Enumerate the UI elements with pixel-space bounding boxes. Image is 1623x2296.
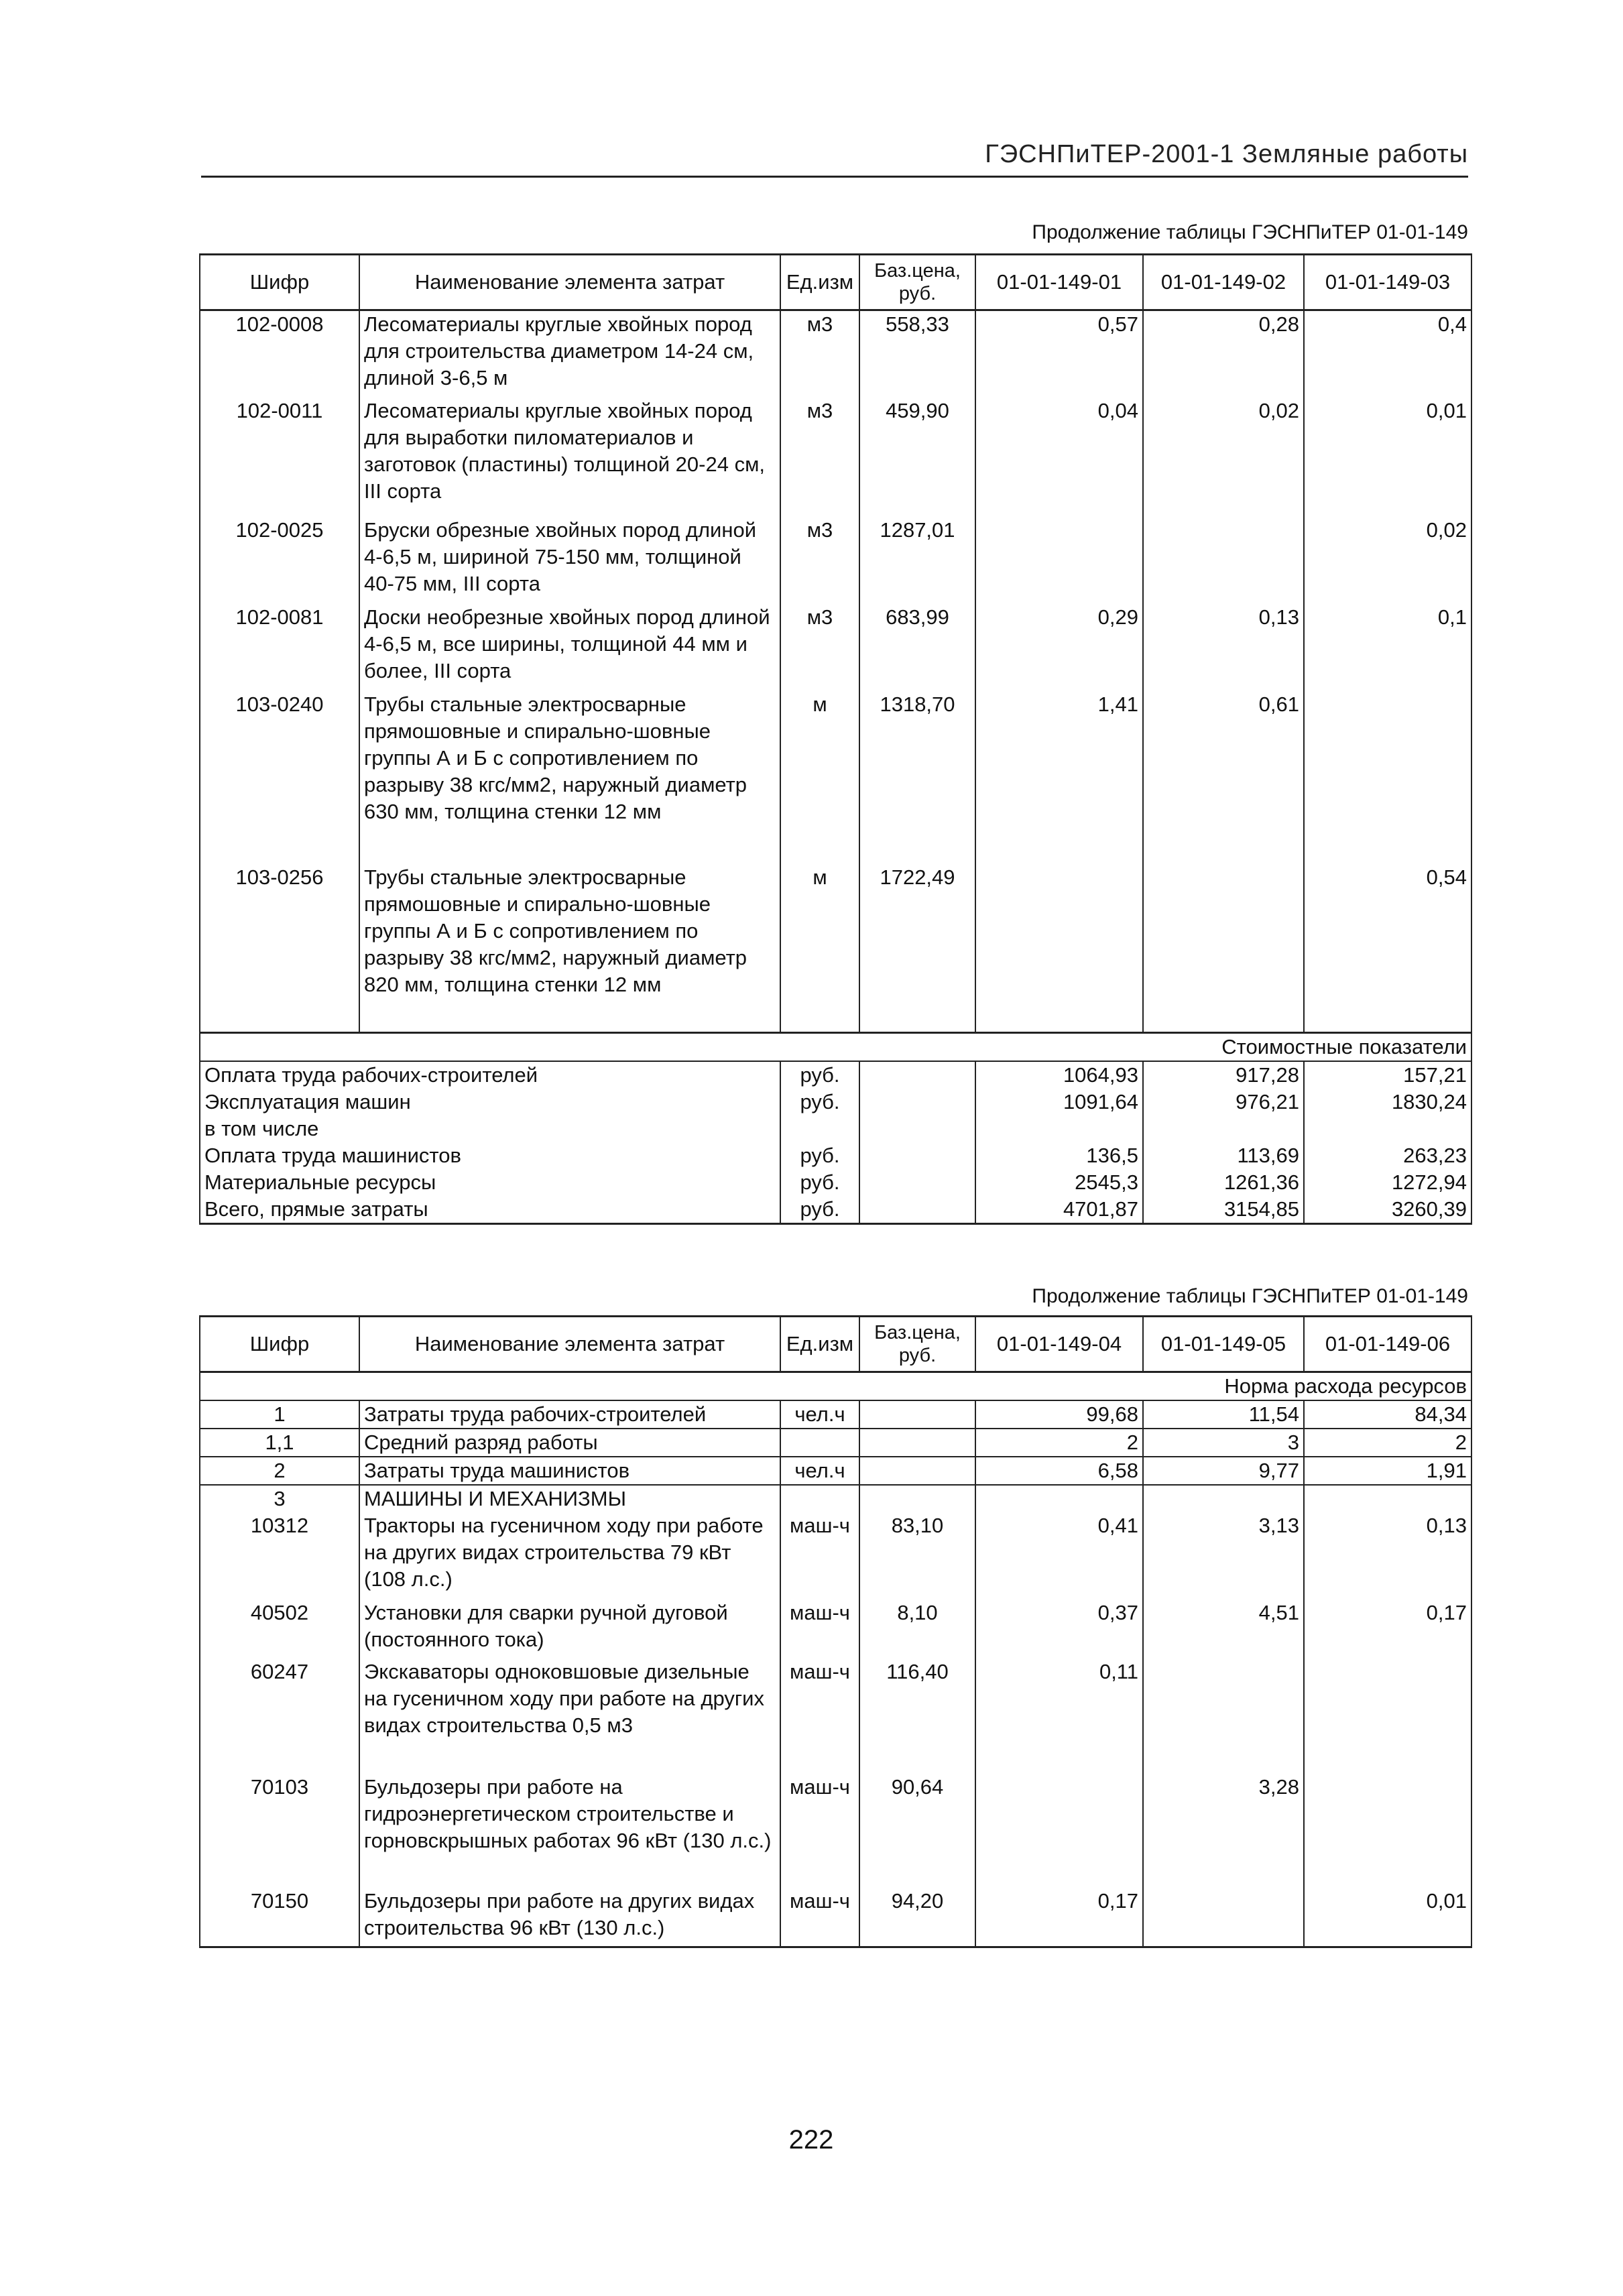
- resource-price: [859, 1457, 975, 1485]
- resource-price: [859, 1429, 975, 1457]
- value-col-3: 1272,94: [1304, 1169, 1471, 1196]
- value-col-4: 2: [975, 1429, 1143, 1457]
- section-title: МАШИНЫ И МЕХАНИЗМЫ: [359, 1485, 780, 1512]
- summary-label: Оплата труда рабочих-строителей: [200, 1061, 780, 1089]
- resource-code: 1,1: [200, 1429, 359, 1457]
- col-header-name: Наименование элемента затрат: [359, 1317, 780, 1372]
- value-col-5: 4,51: [1143, 1599, 1304, 1658]
- summary-empty-price: [859, 1115, 975, 1142]
- value-col-1: 1064,93: [975, 1061, 1143, 1089]
- summary-empty-price: [859, 1169, 975, 1196]
- value-col-3: 0,02: [1304, 517, 1471, 604]
- col-header-01-01-149-05: 01-01-149-05: [1143, 1317, 1304, 1372]
- resource-unit: м: [780, 864, 859, 1033]
- table-row: [200, 517, 1471, 604]
- value-col-4: 6,58: [975, 1457, 1143, 1485]
- value-col-5: [1143, 1658, 1304, 1774]
- value-col-1: 1091,64: [975, 1089, 1143, 1115]
- value-col-6: 0,01: [1304, 1888, 1471, 1947]
- resource-unit: маш-ч: [780, 1888, 859, 1947]
- resource-unit: маш-ч: [780, 1599, 859, 1658]
- value-col-1: 1,41: [975, 691, 1143, 864]
- summary-unit: руб.: [780, 1142, 859, 1169]
- value-col-2: 0,61: [1143, 691, 1304, 864]
- summary-label: Эксплуатация машин: [200, 1089, 780, 1115]
- summary-empty-price: [859, 1089, 975, 1115]
- cost-indicators-header-row: [200, 1033, 1471, 1062]
- resource-name: Бульдозеры при работе на других видах строительства 96 кВт (130 л.с.): [359, 1888, 780, 1947]
- resource-price: 683,99: [859, 604, 975, 691]
- value-col-5: 11,54: [1143, 1400, 1304, 1429]
- resource-code: 1: [200, 1400, 359, 1429]
- value-col-3: 0,4: [1304, 310, 1471, 398]
- resource-code: 102-0025: [200, 517, 359, 604]
- table2-continuation-caption: Продолжение таблицы ГЭСНПиТЕР 01-01-149: [1032, 1285, 1468, 1307]
- value-col-5: 9,77: [1143, 1457, 1304, 1485]
- value-col-5: 3,28: [1143, 1774, 1304, 1888]
- section-code: 3: [200, 1485, 359, 1512]
- value-col-6: [1304, 1774, 1471, 1888]
- resource-name: Затраты труда рабочих-строителей: [359, 1400, 780, 1429]
- value-col-4: 99,68: [975, 1400, 1143, 1429]
- value-col-1: 2545,3: [975, 1169, 1143, 1196]
- resource-code: 102-0008: [200, 310, 359, 398]
- value-col-2: 917,28: [1143, 1061, 1304, 1089]
- resource-name: Лесоматериалы круглые хвойных пород для строительства диаметром 14-24 см, длиной 3-6,5 м: [359, 310, 780, 398]
- table-row: [200, 1658, 1471, 1774]
- value-col-6: [1304, 1485, 1471, 1512]
- resource-price: 1318,70: [859, 691, 975, 864]
- resource-price: [859, 1485, 975, 1512]
- resource-price: 8,10: [859, 1599, 975, 1658]
- value-col-3: 0,54: [1304, 864, 1471, 1033]
- value-col-2: 0,02: [1143, 398, 1304, 517]
- resource-unit: [780, 1485, 859, 1512]
- col-header-unit: Ед.изм: [780, 255, 859, 310]
- value-col-5: 3,13: [1143, 1512, 1304, 1599]
- value-col-1: 0,57: [975, 310, 1143, 398]
- value-col-3: 0,1: [1304, 604, 1471, 691]
- table-row: [200, 1429, 1471, 1457]
- resource-unit: м: [780, 691, 859, 864]
- summary-row: [200, 1169, 1471, 1196]
- resource-name: Установки для сварки ручной дуговой (постоянного тока): [359, 1599, 780, 1658]
- table-row: [200, 1400, 1471, 1429]
- resource-price: 83,10: [859, 1512, 975, 1599]
- table-row: [200, 1888, 1471, 1947]
- resource-unit: м3: [780, 398, 859, 517]
- resource-code: 103-0240: [200, 691, 359, 864]
- value-col-6: 0,13: [1304, 1512, 1471, 1599]
- value-col-5: 3: [1143, 1429, 1304, 1457]
- resource-name: Доски необрезные хвойных пород длиной 4-6,5 м, все ширины, толщиной 44 мм и более, III сорта: [359, 604, 780, 691]
- table-row: [200, 1457, 1471, 1485]
- summary-row: [200, 1089, 1471, 1115]
- running-header: ГЭСНПиТЕР-2001-1 Земляные работы: [201, 134, 1468, 178]
- value-col-2: 1261,36: [1143, 1169, 1304, 1196]
- resource-code: 102-0011: [200, 398, 359, 517]
- resource-name: Трубы стальные электросварные прямошовные и спирально-шовные группы А и Б с сопротивлением по разрыву 38 кгс/мм2, наружный диаметр 630 мм, толщина стенки 12 мм: [359, 691, 780, 864]
- resource-unit: м3: [780, 310, 859, 398]
- table-row: [200, 1599, 1471, 1658]
- table2-header-row: [200, 1317, 1471, 1372]
- value-col-1: 0,29: [975, 604, 1143, 691]
- col-header-01-01-149-06: 01-01-149-06: [1304, 1317, 1471, 1372]
- value-col-1: [975, 1115, 1143, 1142]
- resource-code: 103-0256: [200, 864, 359, 1033]
- col-header-01-01-149-02: 01-01-149-02: [1143, 255, 1304, 310]
- resource-price: 94,20: [859, 1888, 975, 1947]
- resource-unit: м3: [780, 517, 859, 604]
- section-row: [200, 1485, 1471, 1512]
- resource-code: 60247: [200, 1658, 359, 1774]
- summary-unit: руб.: [780, 1061, 859, 1089]
- table-row: [200, 1512, 1471, 1599]
- col-header-01-01-149-01: 01-01-149-01: [975, 255, 1143, 310]
- col-header-price: Баз.цена, руб.: [859, 255, 975, 310]
- value-col-6: 1,91: [1304, 1457, 1471, 1485]
- value-col-2: [1143, 864, 1304, 1033]
- resource-name: Средний разряд работы: [359, 1429, 780, 1457]
- value-col-2: 3154,85: [1143, 1196, 1304, 1224]
- summary-row: [200, 1142, 1471, 1169]
- summary-unit: руб.: [780, 1089, 859, 1115]
- resource-code: 10312: [200, 1512, 359, 1599]
- value-col-6: [1304, 1658, 1471, 1774]
- resource-name: Трубы стальные электросварные прямошовные и спирально-шовные группы А и Б с сопротивлением по разрыву 38 кгс/мм2, наружный диаметр 820 мм, толщина стенки 12 мм: [359, 864, 780, 1033]
- value-col-2: [1143, 1115, 1304, 1142]
- value-col-1: 4701,87: [975, 1196, 1143, 1224]
- table2-resources: [199, 1315, 1472, 1948]
- value-col-1: 136,5: [975, 1142, 1143, 1169]
- norm-header: Норма расхода ресурсов: [200, 1372, 1471, 1401]
- resource-unit: м3: [780, 604, 859, 691]
- resource-price: 459,90: [859, 398, 975, 517]
- value-col-4: [975, 1485, 1143, 1512]
- resource-unit: маш-ч: [780, 1658, 859, 1774]
- table-row: [200, 604, 1471, 691]
- value-col-3: 263,23: [1304, 1142, 1471, 1169]
- resource-unit: чел.ч: [780, 1400, 859, 1429]
- resource-price: 90,64: [859, 1774, 975, 1888]
- value-col-3: 0,01: [1304, 398, 1471, 517]
- col-header-code: Шифр: [200, 1317, 359, 1372]
- table-row: [200, 310, 1471, 398]
- resource-name: Лесоматериалы круглые хвойных пород для выработки пиломатериалов и заготовок (пластины) толщиной 20-24 см, III сорта: [359, 398, 780, 517]
- resource-unit: маш-ч: [780, 1512, 859, 1599]
- col-header-price: Баз.цена, руб.: [859, 1317, 975, 1372]
- resource-name: Затраты труда машинистов: [359, 1457, 780, 1485]
- value-col-6: 84,34: [1304, 1400, 1471, 1429]
- summary-label: Всего, прямые затраты: [200, 1196, 780, 1224]
- cost-indicators-header: Стоимостные показатели: [200, 1033, 1471, 1062]
- table-row: [200, 398, 1471, 517]
- resource-name: Бульдозеры при работе на гидроэнергетическом строительстве и горновскрышных работах 96 кВт (130 л.с.): [359, 1774, 780, 1888]
- summary-empty-price: [859, 1061, 975, 1089]
- resource-price: [859, 1400, 975, 1429]
- col-header-unit: Ед.изм: [780, 1317, 859, 1372]
- value-col-4: [975, 1774, 1143, 1888]
- value-col-5: [1143, 1485, 1304, 1512]
- summary-row: [200, 1196, 1471, 1224]
- value-col-1: [975, 517, 1143, 604]
- value-col-1: 0,04: [975, 398, 1143, 517]
- summary-unit: [780, 1115, 859, 1142]
- resource-name: Тракторы на гусеничном ходу при работе на других видах строительства 79 кВт (108 л.с.): [359, 1512, 780, 1599]
- value-col-6: 2: [1304, 1429, 1471, 1457]
- resource-code: 40502: [200, 1599, 359, 1658]
- resource-unit: маш-ч: [780, 1774, 859, 1888]
- summary-row: [200, 1115, 1471, 1142]
- summary-label: Оплата труда машинистов: [200, 1142, 780, 1169]
- table1-resources: [199, 253, 1472, 1225]
- value-col-2: [1143, 517, 1304, 604]
- value-col-5: [1143, 1888, 1304, 1947]
- value-col-3: [1304, 1115, 1471, 1142]
- table-row: [200, 864, 1471, 1033]
- resource-price: 1287,01: [859, 517, 975, 604]
- resource-code: 102-0081: [200, 604, 359, 691]
- summary-unit: руб.: [780, 1196, 859, 1224]
- resource-unit: чел.ч: [780, 1457, 859, 1485]
- resource-price: 558,33: [859, 310, 975, 398]
- value-col-2: 0,13: [1143, 604, 1304, 691]
- resource-code: 70150: [200, 1888, 359, 1947]
- resource-unit: [780, 1429, 859, 1457]
- value-col-4: 0,17: [975, 1888, 1143, 1947]
- value-col-1: [975, 864, 1143, 1033]
- value-col-3: [1304, 691, 1471, 864]
- resource-price: 116,40: [859, 1658, 975, 1774]
- resource-name: Экскаваторы одноковшовые дизельные на гусеничном ходу при работе на других видах строительства 0,5 м3: [359, 1658, 780, 1774]
- resource-code: 2: [200, 1457, 359, 1485]
- value-col-4: 0,11: [975, 1658, 1143, 1774]
- table-row: [200, 691, 1471, 864]
- value-col-4: 0,41: [975, 1512, 1143, 1599]
- norm-header-row: [200, 1372, 1471, 1401]
- value-col-3: 1830,24: [1304, 1089, 1471, 1115]
- resource-name: Бруски обрезные хвойных пород длиной 4-6,5 м, шириной 75-150 мм, толщиной 40-75 мм, III сорта: [359, 517, 780, 604]
- value-col-3: 3260,39: [1304, 1196, 1471, 1224]
- table1-continuation-caption: Продолжение таблицы ГЭСНПиТЕР 01-01-149: [1032, 221, 1468, 243]
- page-number: 222: [788, 2125, 834, 2155]
- col-header-code: Шифр: [200, 255, 359, 310]
- summary-empty-price: [859, 1142, 975, 1169]
- table-row: [200, 1774, 1471, 1888]
- value-col-3: 157,21: [1304, 1061, 1471, 1089]
- value-col-2: 113,69: [1143, 1142, 1304, 1169]
- resource-price: 1722,49: [859, 864, 975, 1033]
- summary-label: в том числе: [200, 1115, 780, 1142]
- table1-header-row: [200, 255, 1471, 310]
- summary-row: [200, 1061, 1471, 1089]
- summary-unit: руб.: [780, 1169, 859, 1196]
- col-header-name: Наименование элемента затрат: [359, 255, 780, 310]
- value-col-2: 976,21: [1143, 1089, 1304, 1115]
- resource-code: 70103: [200, 1774, 359, 1888]
- summary-label: Материальные ресурсы: [200, 1169, 780, 1196]
- summary-empty-price: [859, 1196, 975, 1224]
- value-col-6: 0,17: [1304, 1599, 1471, 1658]
- col-header-01-01-149-04: 01-01-149-04: [975, 1317, 1143, 1372]
- col-header-01-01-149-03: 01-01-149-03: [1304, 255, 1471, 310]
- value-col-2: 0,28: [1143, 310, 1304, 398]
- value-col-4: 0,37: [975, 1599, 1143, 1658]
